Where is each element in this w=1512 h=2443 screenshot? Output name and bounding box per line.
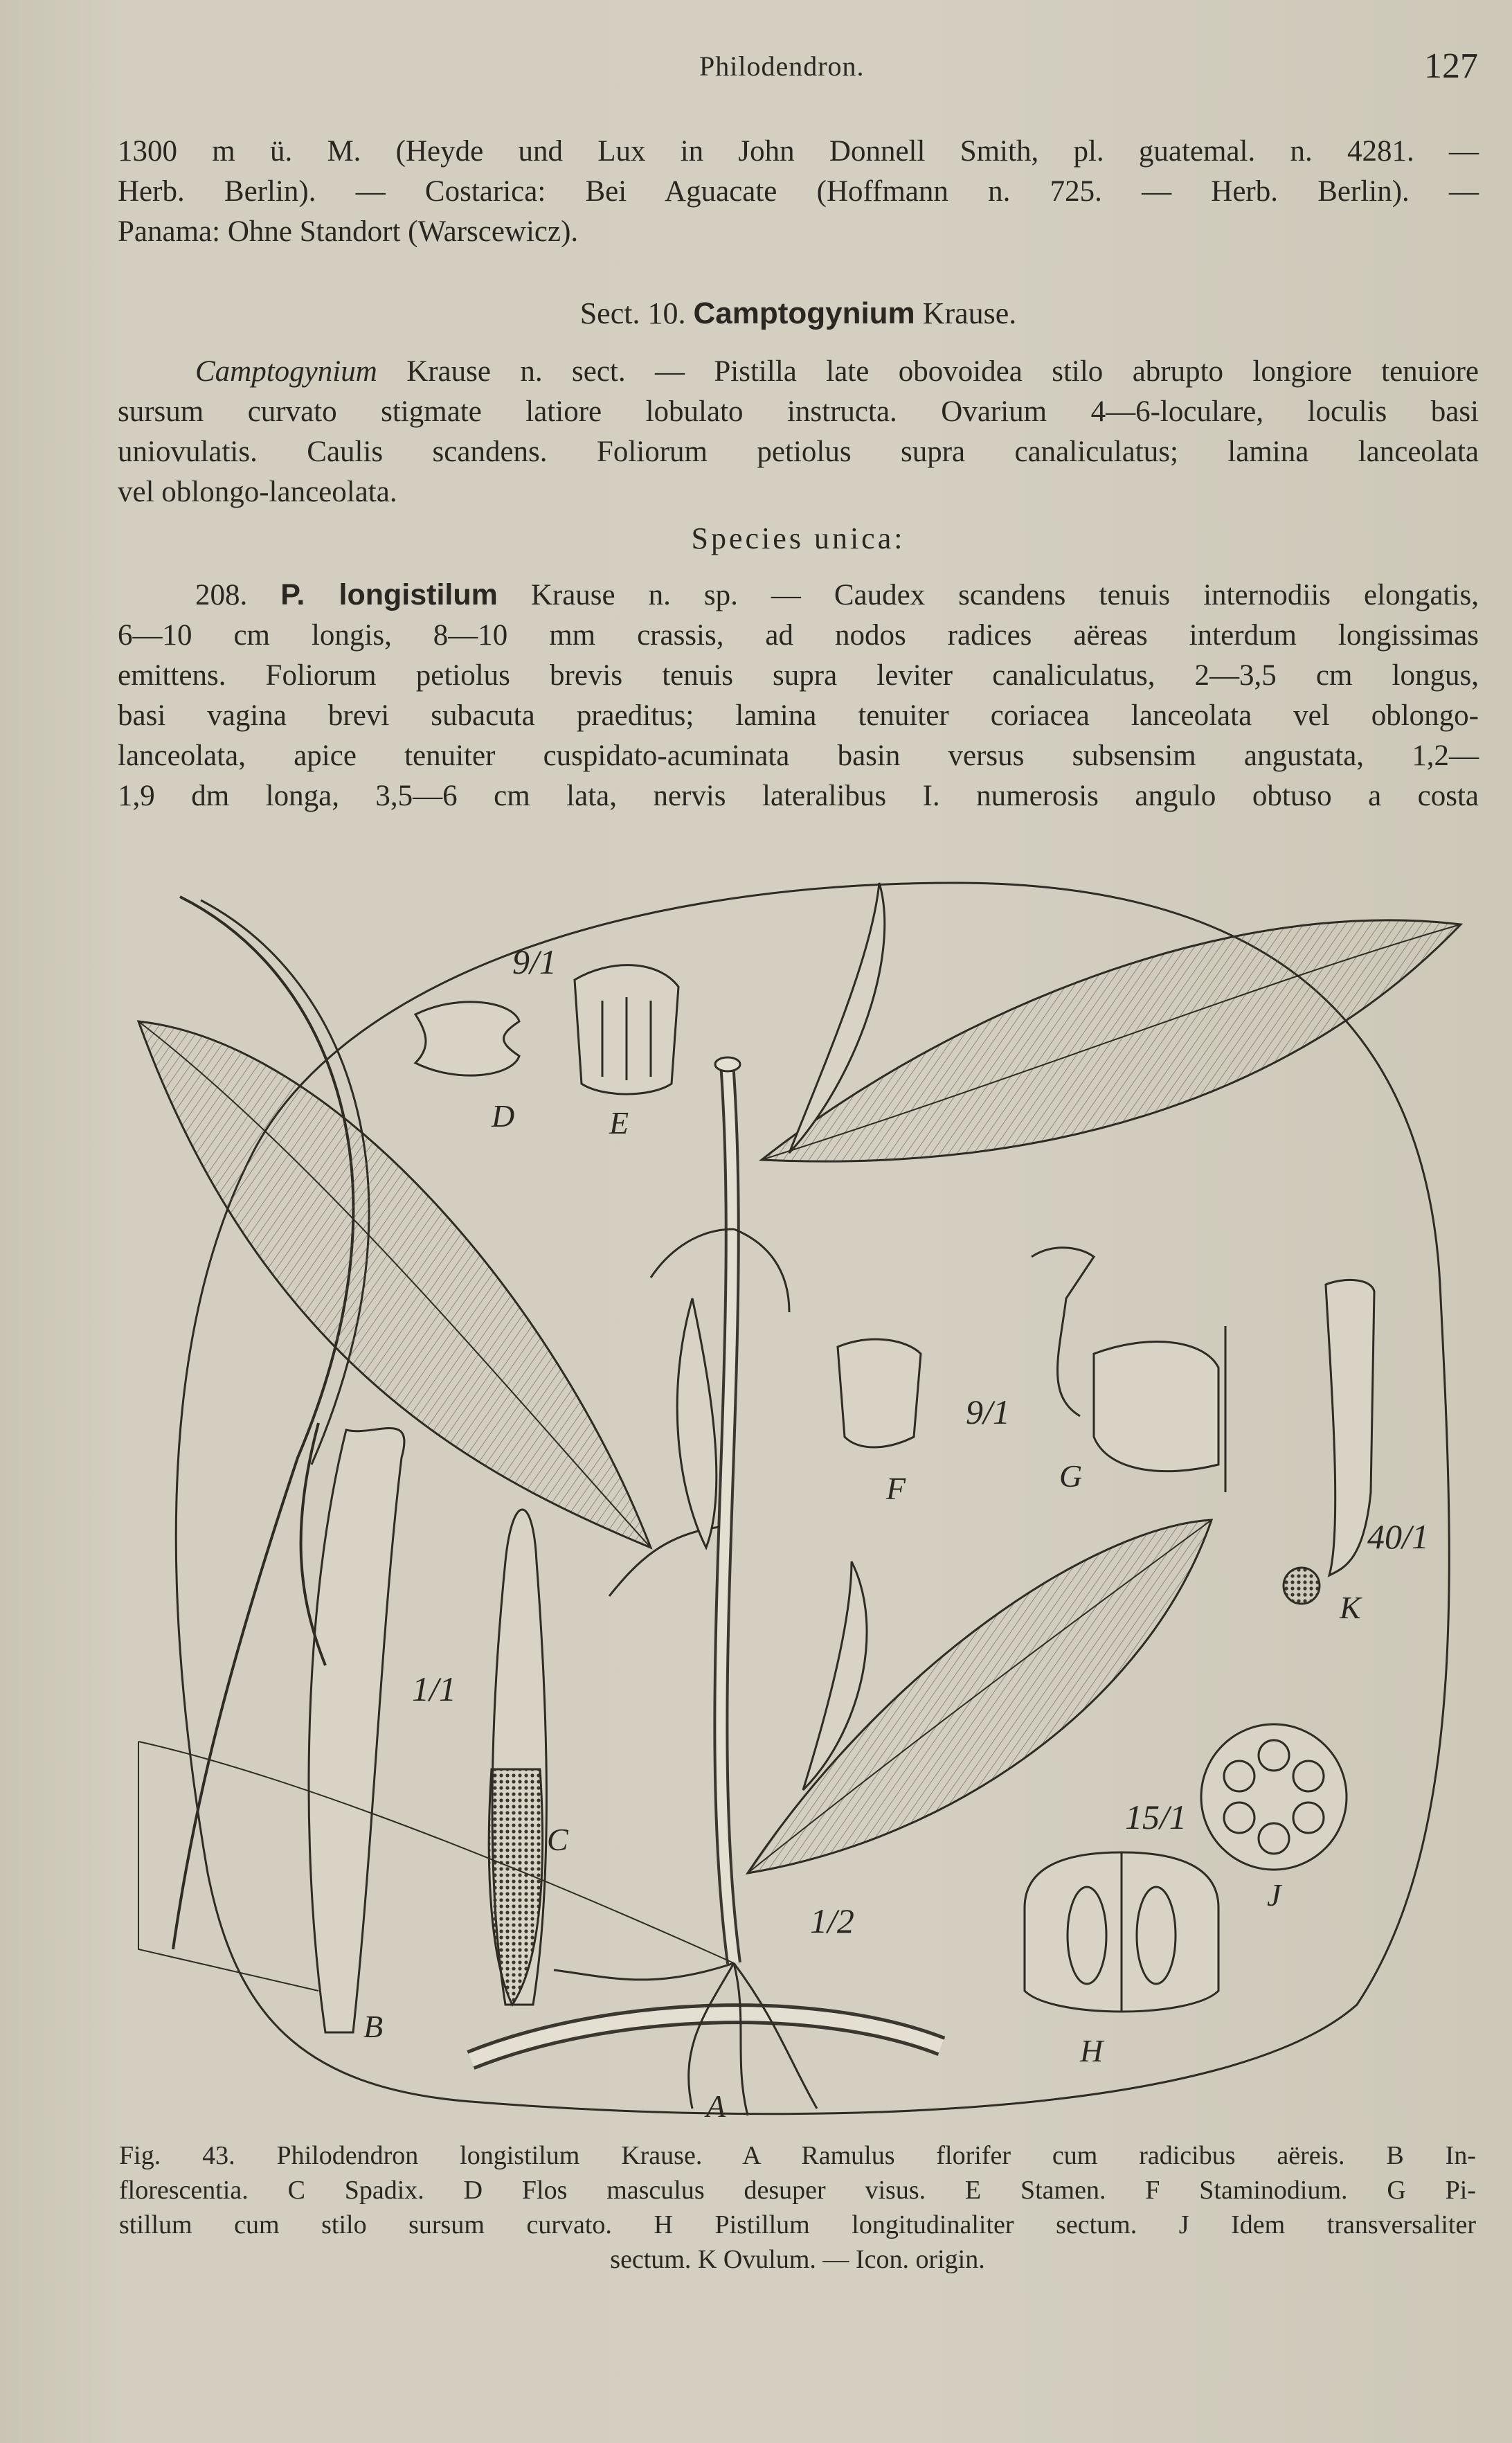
species-name: P. longistilum [280,578,498,611]
botanical-illustration [125,869,1488,2136]
intro-line: Herb. Berlin). — Costarica: Bei Aguacate (Hoffmann n. 725. — Herb. Berlin). — [118,175,1479,208]
page-number: 127 [1424,46,1478,86]
section-description [118,352,1479,512]
species-number: 208. [195,579,248,611]
plant-drawing [125,869,1488,2136]
scale-b: 1/1 [412,1670,456,1708]
figure-label-d: D [492,1098,515,1134]
figure-label-c: C [547,1822,568,1857]
caption-line: sectum. K Ovulum. — Icon. origin. [610,2245,985,2274]
running-header: Philodendron. [699,51,865,82]
figure-label-a: A [706,2088,726,2124]
species-paragraph [118,575,1479,816]
figure-label-b: B [363,2009,384,2044]
section-name: Camptogynium [693,296,915,330]
scale-hj: 15/1 [1125,1798,1187,1836]
species-line: 208. P. longistilum Krause n. sp. — Caudex scandens tenuis internodiis elongatis, [195,578,1479,611]
caption-line: stillum cum stilo sursum curvato. H Pistillum longitudinaliter sectum. J Idem transversaliter [119,2210,1476,2239]
figure-label-g: G [1059,1458,1083,1494]
species-line: emittens. Foliorum petiolus brevis tenuis supra leviter canaliculatus, 2—3,5 cm longus, [118,659,1479,692]
caption-line: florescentia. C Spadix. D Flos masculus desuper visus. E Stamen. F Staminodium. G Pi- [119,2176,1476,2205]
description-line: uniovulatis. Caulis scandens. Foliorum petiolus supra canaliculatus; lamina lanceolata [118,436,1479,468]
caption-line: Fig. 43. Philodendron longistilum Krause. A Ramulus florifer cum radicibus aëreis. B In- [119,2141,1476,2170]
figure-label-k: K [1340,1590,1361,1625]
intro-line: 1300 m ü. M. (Heyde und Lux in John Donnell Smith, pl. guatemal. n. 4281. — [118,135,1479,168]
figure-label-e: E [609,1105,629,1140]
scale-a: 1/2 [810,1901,854,1940]
scale-de: 9/1 [512,942,557,981]
species-line: 6—10 cm longis, 8—10 mm crassis, ad nodos radices aëreas interdum longissimas [118,619,1479,652]
species-unica-heading: Species unica: [691,521,906,555]
intro-line: Panama: Ohne Standort (Warscewicz). [118,215,579,248]
section-author: Krause. [922,296,1017,330]
description-line: sursum curvato stigmate latiore lobulato instructa. Ovarium 4—6-loculare, loculis basi [118,395,1479,428]
section-heading [118,296,1479,331]
species-line: basi vagina brevi subacuta praeditus; lamina tenuiter coriacea lanceolata vel oblongo- [118,699,1479,732]
scale-k: 40/1 [1367,1517,1429,1556]
description-line: vel oblongo-lanceolata. [118,476,397,508]
figure-label-h: H [1080,2033,1104,2068]
species-line: lanceolata, apice tenuiter cuspidato-acuminata basin versus subsensim angustata, 1,2— [118,740,1479,772]
scale-fg: 9/1 [966,1393,1010,1431]
section-prefix: Sect. 10. [579,296,686,330]
figure-label-f: F [886,1471,906,1506]
figure-label-j: J [1267,1877,1281,1913]
genus-name: Camptogynium [195,355,377,388]
description-line: Camptogynium Krause n. sect. — Pistilla late obovoidea stilo abrupto longiore tenuiore [195,355,1479,388]
figure-caption [119,2138,1476,2277]
species-line: 1,9 dm longa, 3,5—6 cm lata, nervis lateralibus I. numerosis angulo obtuso a costa [118,780,1479,812]
intro-paragraph [118,132,1479,252]
